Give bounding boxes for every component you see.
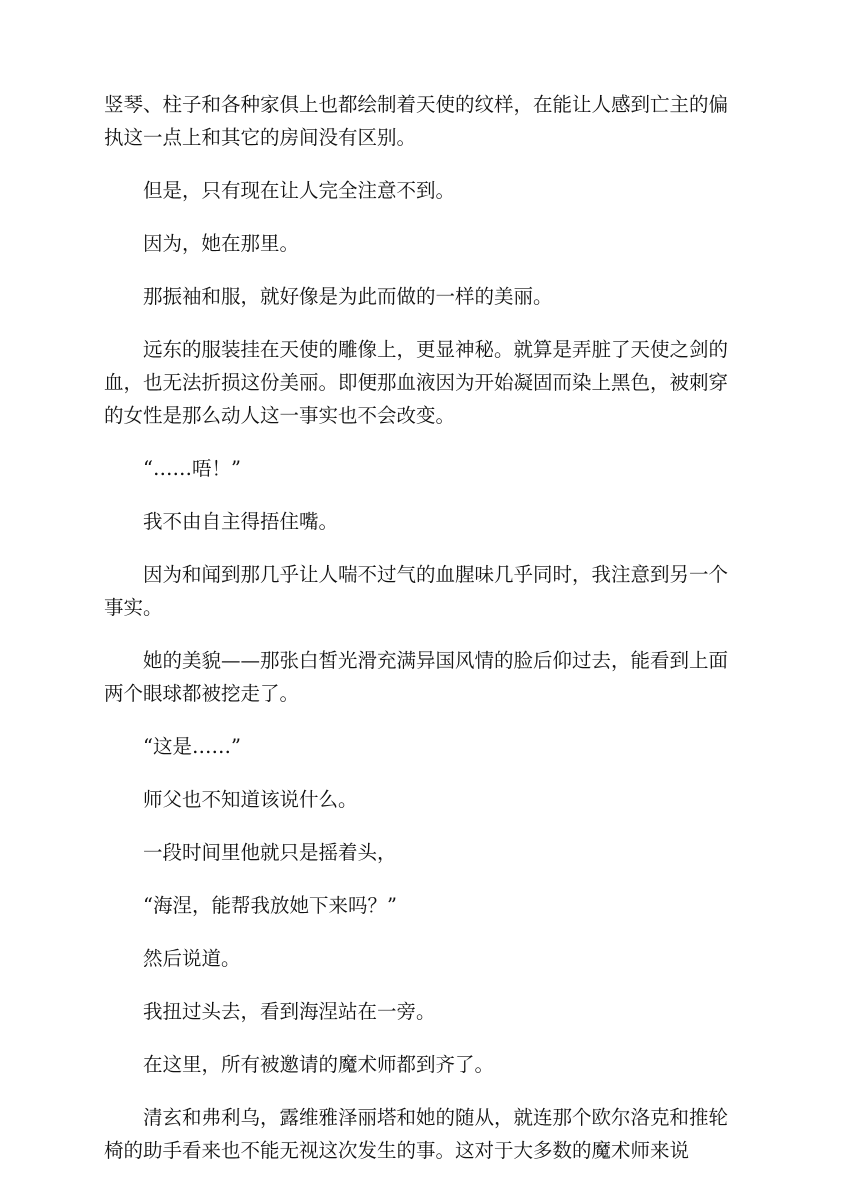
paragraph-10: “这是……” bbox=[143, 735, 241, 758]
paragraph-15: 我扭过头去，看到海涅站在一旁。 bbox=[143, 1000, 436, 1023]
paragraph-1: 竖琴、柱子和各种家俱上也都绘制着天使的纹样，在能让人感到亡主的偏执这一点上和其它的房间没有区别。 bbox=[104, 93, 729, 149]
paragraph-4: 那振袖和服，就好像是为此而做的一样的美丽。 bbox=[143, 285, 553, 308]
paragraph-17: 清玄和弗利乌，露维雅泽丽塔和她的随从，就连那个欧尔洛克和推轮椅的助手看来也不能无视这次发生的事。这对于大多数的魔术师来说 bbox=[104, 1106, 729, 1162]
paragraph-12: 一段时间里他就只是摇着头， bbox=[143, 841, 397, 864]
paragraph-16: 在这里，所有被邀请的魔术师都到齐了。 bbox=[143, 1053, 495, 1076]
paragraph-13: “海涅，能帮我放她下来吗？” bbox=[143, 894, 397, 917]
paragraph-9: 她的美貌——那张白皙光滑充满异国风情的脸后仰过去，能看到上面两个眼球都被挖走了。 bbox=[104, 649, 729, 705]
document-page bbox=[104, 88, 746, 1187]
paragraph-14: 然后说道。 bbox=[143, 947, 241, 970]
paragraph-5: 远东的服装挂在天使的雕像上，更显神秘。就算是弄脏了天使之剑的血，也无法折损这份美丽。即便那血液因为开始凝固而染上黑色，被刺穿的女性是那么动人这一事实也不会改变。 bbox=[104, 338, 729, 427]
paragraph-2: 但是，只有现在让人完全注意不到。 bbox=[143, 179, 456, 202]
paragraph-11: 师父也不知道该说什么。 bbox=[143, 788, 358, 811]
paragraph-6: “……唔！” bbox=[143, 457, 241, 480]
paragraph-8: 因为和闻到那几乎让人喘不过气的血腥味几乎同时，我注意到另一个事实。 bbox=[104, 563, 729, 619]
paragraph-3: 因为，她在那里。 bbox=[143, 232, 300, 255]
paragraph-7: 我不由自主得捂住嘴。 bbox=[143, 510, 339, 533]
